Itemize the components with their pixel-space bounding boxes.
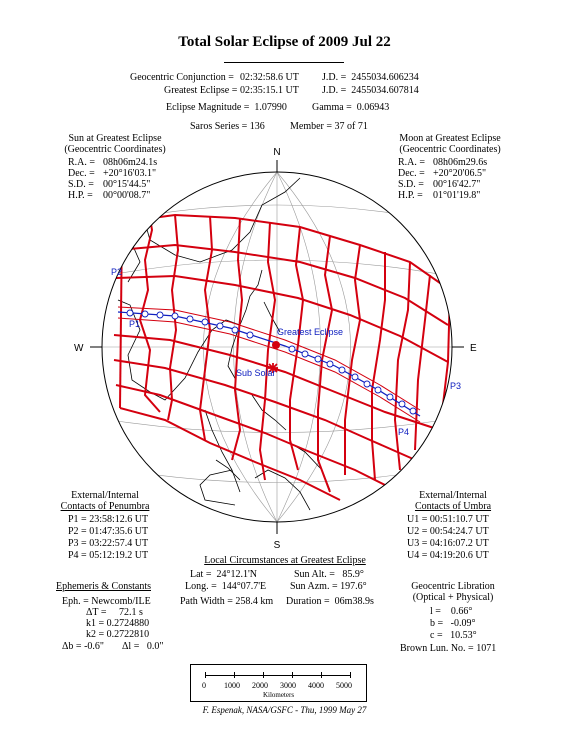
moon-subheading: (Geocentric Coordinates) (399, 144, 501, 155)
moon-dec-key: Dec. = (398, 168, 425, 179)
p3-label: P3 (450, 381, 462, 391)
gamma: Gamma = 0.06943 (312, 102, 390, 113)
sun-dec-value: +20°16'03.1" (103, 168, 157, 179)
greatest-eclipse-jd: J.D. = 2455034.607814 (322, 85, 419, 96)
local-lat: Lat = 24°12.1'N (190, 569, 257, 580)
penumbra-p1: P1 = 23:58:12.6 UT (68, 514, 149, 525)
greatest-eclipse-label: Greatest Eclipse = (164, 85, 238, 96)
ephemeris-heading: Ephemeris & Constants (56, 581, 151, 592)
umbra-u2: U2 = 00:54:24.7 UT (407, 526, 489, 537)
ephemeris-delta-l: Δl = 0.0" (122, 641, 164, 652)
moon-heading: Moon at Greatest Eclipse (399, 133, 501, 144)
ephemeris-k1: k1 = 0.2724880 (86, 618, 150, 629)
scale-bar-line (205, 675, 350, 676)
north-label: N (273, 147, 281, 158)
sun-sd-value: 00°15'44.5" (103, 179, 151, 190)
scale-tick-3000: 3000 (280, 681, 296, 690)
local-long: Long. = 144°07.7'E (185, 581, 267, 592)
conjunction-label: Geocentric Conjunction = (130, 72, 234, 83)
conjunction-value: 02:32:58.6 UT (240, 72, 299, 83)
umbra-heading: External/Internal (419, 490, 487, 501)
saros-series: Saros Series = 136 (190, 121, 265, 132)
sun-ra-value: 08h06m24.1s (103, 157, 158, 168)
scale-tick-0: 0 (202, 681, 206, 690)
greatest-eclipse-value: 02:35:15.1 UT (240, 85, 299, 96)
sun-dec-key: Dec. = (68, 168, 95, 179)
local-heading: Local Circumstances at Greatest Eclipse (204, 555, 366, 566)
sun-hp-key: H.P. = (68, 190, 93, 201)
south-label: S (273, 540, 281, 551)
umbra-u1: U1 = 00:51:10.7 UT (407, 514, 489, 525)
globe-interior (102, 172, 452, 522)
libration-heading: Geocentric Libration (411, 581, 495, 592)
local-path-width: Path Width = 258.4 km (180, 596, 274, 607)
ephemeris-delta-b: Δb = -0.6" (62, 641, 104, 652)
scale-bar (190, 664, 367, 702)
east-label: E (470, 343, 477, 354)
west-label: W (74, 343, 84, 354)
sun-hp-value: 00°00'08.7" (103, 190, 151, 201)
sub-solar-label: Sub Solar (236, 368, 276, 378)
moon-hp-key: H.P. = (398, 190, 423, 201)
penumbra-subheading: Contacts of Penumbra (60, 501, 150, 512)
penumbra-heading: External/Internal (71, 490, 139, 501)
eclipse-magnitude: Eclipse Magnitude = 1.07990 (166, 102, 287, 113)
umbra-u3: U3 = 04:16:07.2 UT (407, 538, 489, 549)
p2-label: P2 (111, 267, 123, 277)
sun-subheading: (Geocentric Coordinates) (64, 144, 166, 155)
scale-tick-1000: 1000 (224, 681, 240, 690)
brown-lunation: Brown Lun. No. = 1071 (400, 643, 497, 654)
local-sun-alt: Sun Alt. = 85.9° (294, 569, 364, 580)
scale-unit: Kilometers (262, 691, 295, 699)
conjunction-jd: J.D. = 2455034.606234 (322, 72, 419, 83)
moon-ra-key: R.A. = (398, 157, 426, 168)
moon-sd-value: 00°16'42.7" (433, 179, 481, 190)
libration-c: c = 10.53° (430, 630, 477, 641)
local-duration: Duration = 06m38.9s (286, 596, 374, 607)
page-title: Total Solar Eclipse of 2009 Jul 22 (178, 34, 391, 50)
libration-l: l = 0.66° (430, 606, 473, 617)
libration-b: b = -0.09° (430, 618, 476, 629)
penumbral-grid (114, 215, 450, 500)
moon-ra-value: 08h06m29.6s (433, 157, 488, 168)
moon-sd-key: S.D. = (398, 179, 424, 190)
moon-dec-value: +20°20'06.5" (433, 168, 487, 179)
greatest-eclipse-label: Greatest Eclipse (277, 327, 344, 337)
scale-tick-4000: 4000 (308, 681, 324, 690)
credit-line: F. Espenak, NASA/GSFC - Thu, 1999 May 27 (202, 705, 367, 715)
scale-tick-2000: 2000 (252, 681, 268, 690)
umbra-subheading: Contacts of Umbra (414, 501, 492, 512)
sun-sd-key: S.D. = (68, 179, 94, 190)
penumbra-p4: P4 = 05:12:19.2 UT (68, 550, 149, 561)
scale-tick-5000: 5000 (336, 681, 352, 690)
ephemeris-delta-t: ΔT = 72.1 s (86, 607, 143, 618)
saros-member: Member = 37 of 71 (290, 121, 368, 132)
sun-heading: Sun at Greatest Eclipse (68, 133, 162, 144)
libration-subheading: (Optical + Physical) (412, 592, 494, 603)
p4-label: P4 (398, 427, 410, 437)
moon-hp-value: 01°01'19.8" (433, 190, 481, 201)
ephemeris-k2: k2 = 0.2722810 (86, 629, 150, 640)
ephemeris-name: Eph. = Newcomb/ILE (62, 596, 151, 607)
penumbra-p3: P3 = 03:22:57.4 UT (68, 538, 149, 549)
sun-ra-key: R.A. = (68, 157, 96, 168)
local-sun-azm: Sun Azm. = 197.6° (290, 581, 367, 592)
penumbra-p2: P2 = 01:47:35.6 UT (68, 526, 149, 537)
p1-label: P1 (129, 319, 141, 329)
umbra-u4: U4 = 04:19:20.6 UT (407, 550, 489, 561)
greatest-eclipse-point (272, 341, 280, 349)
